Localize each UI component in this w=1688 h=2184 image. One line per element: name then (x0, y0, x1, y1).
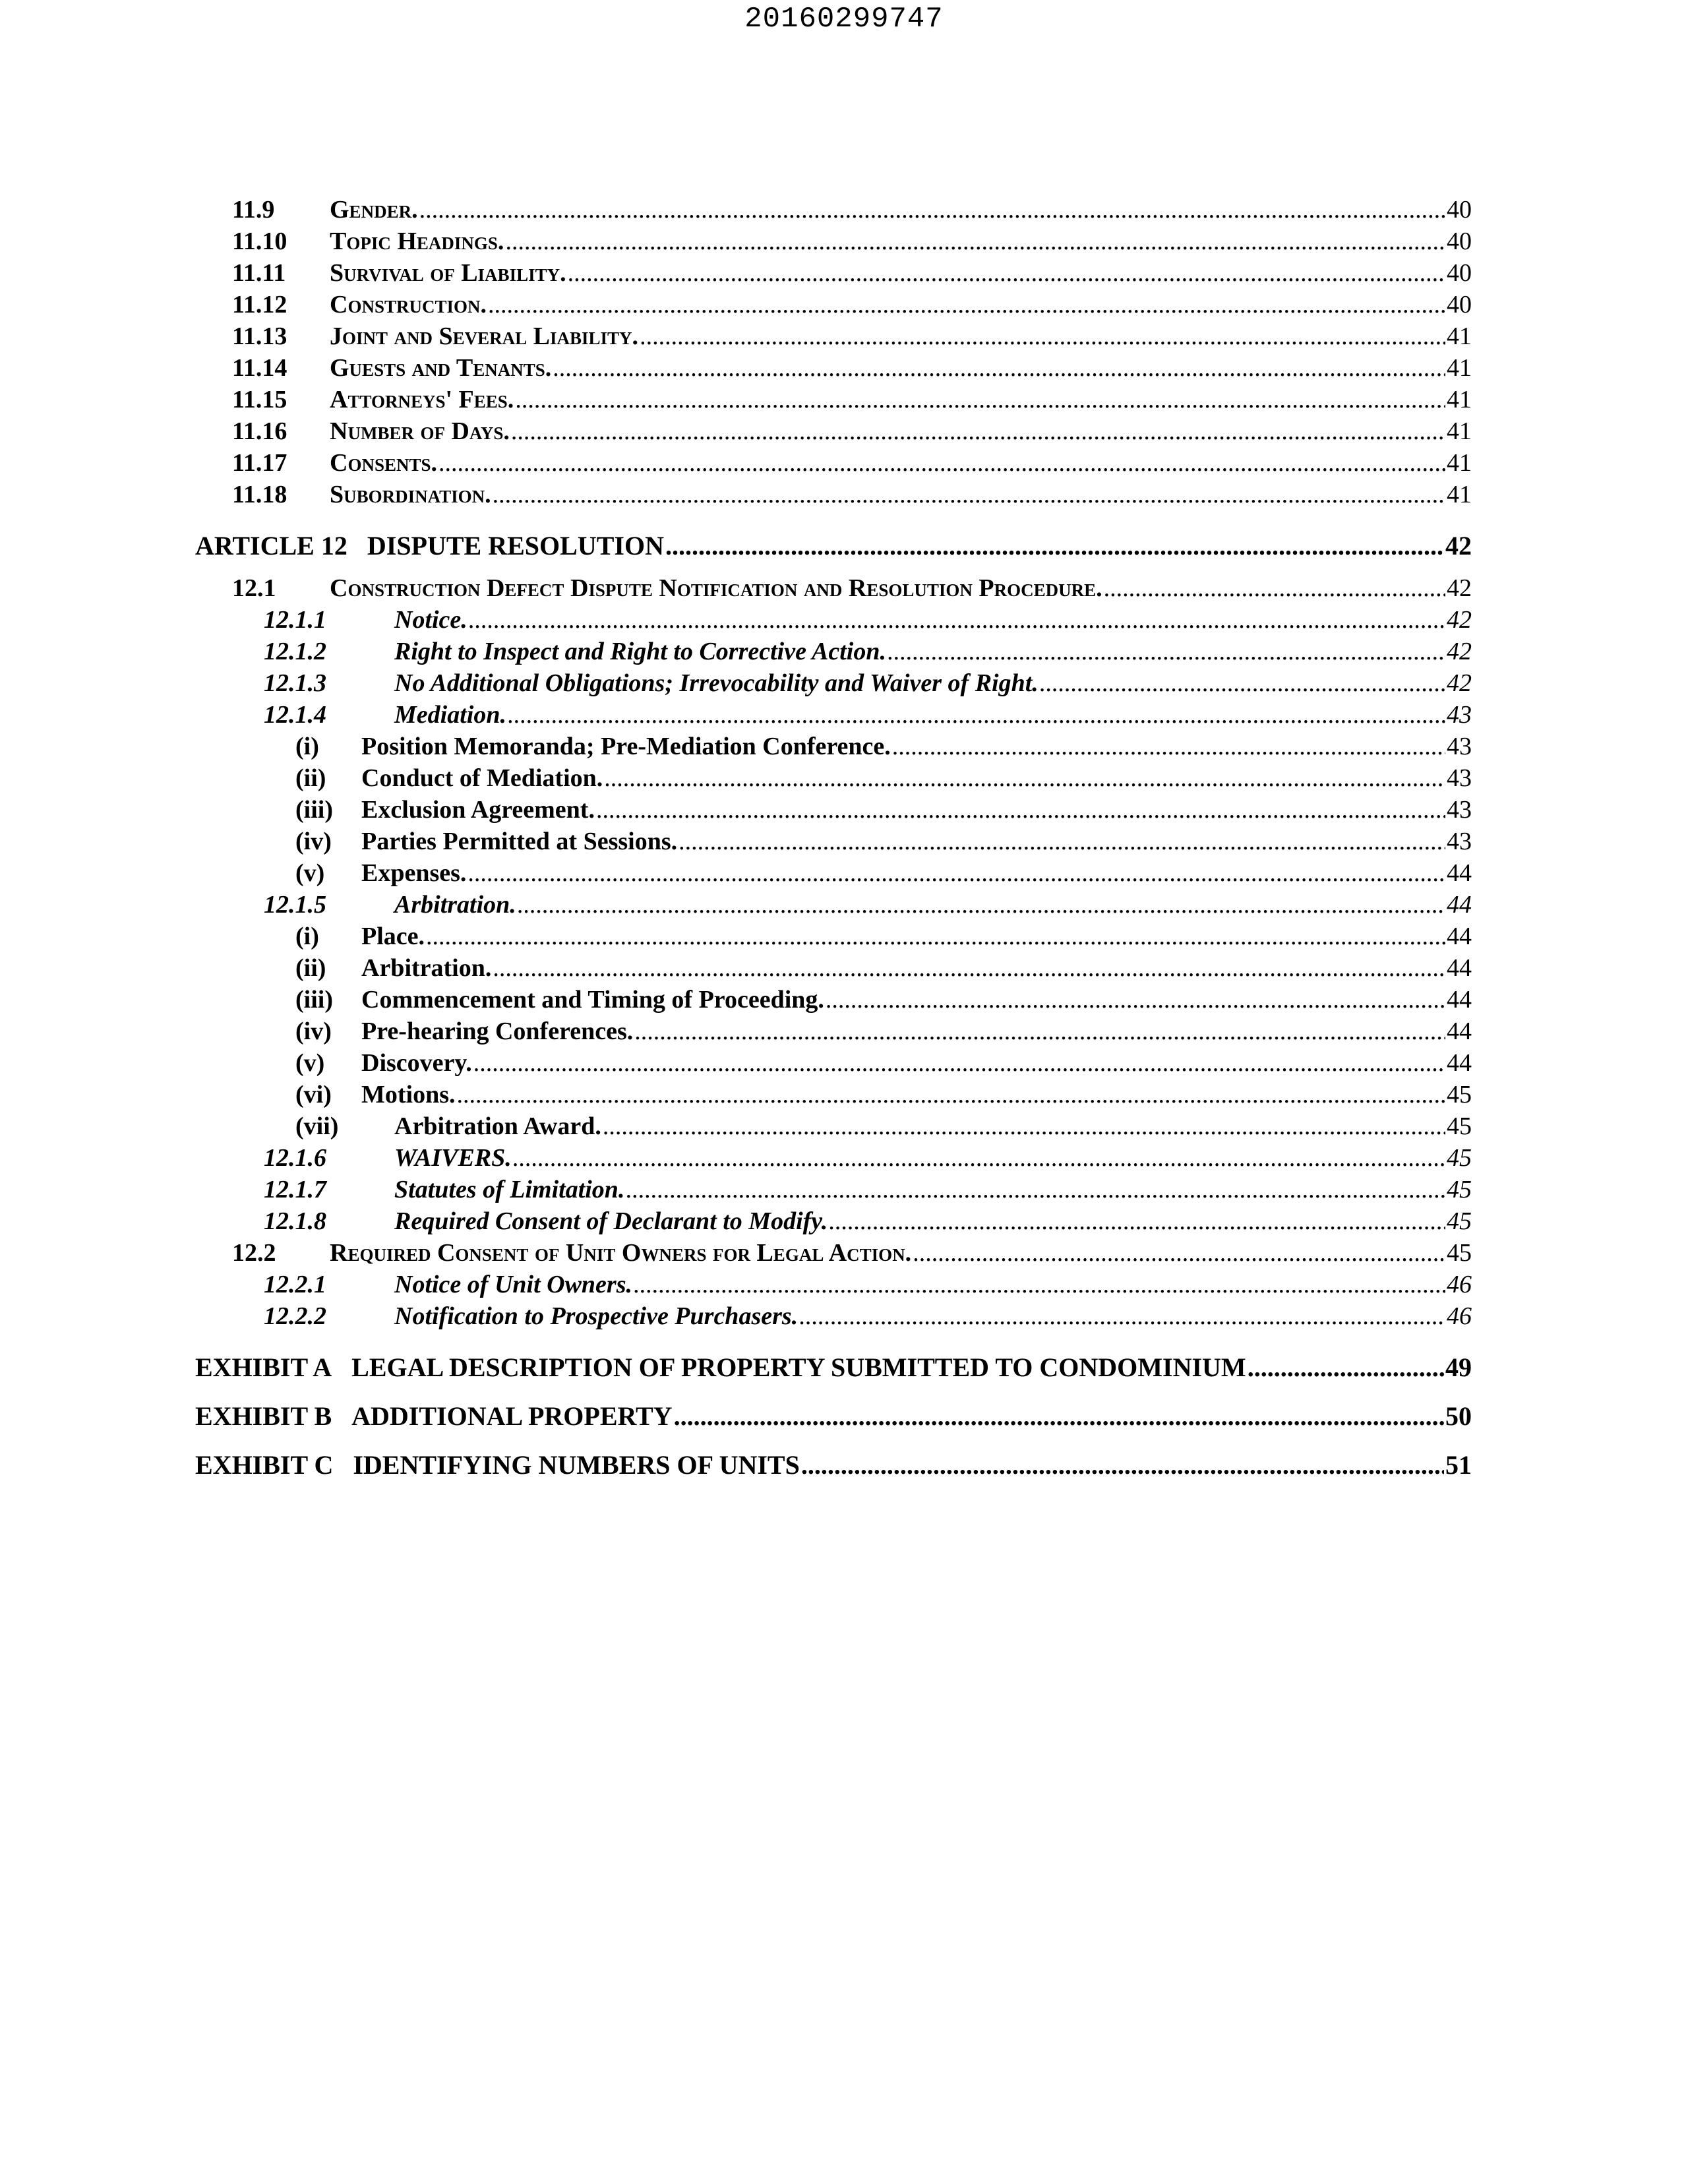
toc-page-number: 44 (1447, 1017, 1472, 1045)
toc-leader (1104, 574, 1445, 603)
toc-entry (195, 448, 1472, 480)
toc-leader (1248, 1352, 1444, 1383)
toc-page-number: 44 (1447, 954, 1472, 982)
toc-entry-number: (vii) (295, 1112, 339, 1140)
toc-entry (195, 922, 1472, 954)
toc-leader (493, 480, 1445, 509)
toc-page-number: 41 (1447, 449, 1472, 477)
toc-entry-title: Pre-hearing Conferences. (361, 1017, 634, 1045)
toc-entry-title: Statutes of Limitation. (394, 1176, 625, 1203)
toc-entry-number: (ii) (295, 764, 326, 792)
toc-page-number: 43 (1447, 796, 1472, 824)
section-11-entries (195, 195, 1472, 512)
toc-entry-title: Consents. (330, 449, 437, 477)
toc-entry-number: 12.1.4 (264, 701, 326, 729)
toc-entry-number: 11.11 (232, 259, 286, 287)
toc-entry-title: Place. (361, 923, 425, 950)
toc-leader (640, 322, 1445, 351)
toc-page-number: 45 (1447, 1112, 1472, 1140)
toc-leader (678, 827, 1445, 856)
toc-entry-title: Arbitration. (394, 891, 516, 919)
toc-leader (518, 890, 1445, 919)
toc-entry-title: Attorneys' Fees. (330, 386, 514, 413)
toc-entry-number: 11.10 (232, 228, 287, 255)
toc-leader (913, 1238, 1445, 1267)
toc-entry (195, 1048, 1472, 1080)
toc-entry-title: Commencement and Timing of Proceeding. (361, 986, 824, 1014)
toc-page-number: 45 (1447, 1144, 1472, 1172)
toc-entry (195, 1112, 1472, 1143)
toc-entry (195, 859, 1472, 890)
toc-page-number: 43 (1447, 733, 1472, 760)
toc-entry-title: Guests and Tenants. (330, 354, 552, 382)
toc-leader (888, 637, 1445, 666)
exhibit-entries (195, 1343, 1472, 1489)
toc-leader (508, 700, 1445, 729)
toc-entry (195, 290, 1472, 322)
toc-leader (799, 1302, 1445, 1331)
article-12-entries (195, 574, 1472, 1333)
toc-leader (469, 605, 1445, 634)
toc-entry-title: Motions. (361, 1081, 456, 1108)
toc-entry-number: 12.1.6 (264, 1144, 326, 1172)
toc-leader (603, 1112, 1445, 1141)
toc-page-number: 42 (1447, 606, 1472, 634)
toc-entry (195, 764, 1472, 795)
toc-entry (195, 322, 1472, 353)
toc-entry-number: 12.2 (232, 1239, 276, 1267)
table-of-contents (195, 195, 1472, 1489)
toc-leader (829, 1207, 1445, 1236)
toc-page-number: 42 (1447, 669, 1472, 697)
toc-leader (438, 448, 1445, 477)
toc-entry (195, 1207, 1472, 1238)
toc-leader (634, 1270, 1445, 1299)
toc-page-number: 43 (1447, 764, 1472, 792)
toc-page-number: 45 (1447, 1239, 1472, 1267)
toc-page-number: 40 (1447, 291, 1472, 318)
toc-leader (665, 530, 1444, 561)
toc-entry (195, 385, 1472, 417)
toc-entry-title: Gender. (330, 196, 418, 224)
toc-page-number: 49 (1445, 1352, 1472, 1382)
toc-page-number: 41 (1447, 386, 1472, 413)
toc-entry-number: (vi) (295, 1081, 332, 1108)
toc-leader (473, 1048, 1445, 1077)
toc-entry-title: Right to Inspect and Right to Corrective Action. (394, 638, 886, 665)
toc-leader (419, 195, 1445, 224)
toc-entry-number: 11.9 (232, 196, 275, 224)
toc-exhibit-heading: EXHIBIT B ADDITIONAL PROPERTY (195, 1401, 673, 1431)
toc-entry-title: Notice of Unit Owners. (394, 1271, 632, 1298)
toc-entry (195, 1302, 1472, 1333)
toc-entry-title: Survival of Liability. (330, 259, 566, 287)
toc-entry-title: Parties Permitted at Sessions. (361, 828, 678, 855)
toc-page-number: 40 (1447, 196, 1472, 224)
toc-page-number: 43 (1447, 828, 1472, 855)
toc-entry-title: Arbitration. (361, 954, 492, 982)
toc-leader (488, 290, 1445, 319)
toc-entry-number: 12.1.5 (264, 891, 326, 919)
toc-page-number: 41 (1447, 354, 1472, 382)
toc-entry-number: 11.17 (232, 449, 287, 477)
toc-leader (596, 795, 1445, 824)
toc-entry-number: (i) (295, 733, 319, 760)
toc-leader (604, 764, 1445, 793)
toc-entry-number: 11.16 (232, 417, 287, 445)
toc-entry-number: 11.14 (232, 354, 287, 382)
toc-entry-title: Required Consent of Declarant to Modify. (394, 1207, 828, 1235)
toc-exhibit-heading: EXHIBIT A LEGAL DESCRIPTION OF PROPERTY SUBMITTED TO CONDOMINIUM (195, 1352, 1246, 1382)
toc-entry-number: 12.2.2 (264, 1302, 326, 1330)
toc-entry-title: WAIVERS. (394, 1144, 512, 1172)
toc-entry (195, 1143, 1472, 1175)
toc-leader (515, 385, 1445, 414)
toc-page-number: 46 (1447, 1271, 1472, 1298)
toc-entry-number: 12.1.1 (264, 606, 326, 634)
toc-entry (195, 954, 1472, 985)
toc-article-heading: ARTICLE 12 DISPUTE RESOLUTION (195, 530, 664, 561)
toc-page-number: 46 (1447, 1302, 1472, 1330)
toc-entry-title: Notice. (394, 606, 467, 634)
toc-entry (195, 1270, 1472, 1302)
toc-entry-number: 12.1.2 (264, 638, 326, 665)
toc-entry-title: Number of Days. (330, 417, 510, 445)
toc-leader (511, 417, 1445, 446)
toc-entry (195, 480, 1472, 512)
toc-entry (195, 227, 1472, 258)
toc-page-number: 50 (1445, 1401, 1472, 1431)
toc-page-number: 41 (1447, 322, 1472, 350)
toc-entry-number: 11.18 (232, 481, 287, 508)
toc-exhibit-entry (195, 1440, 1472, 1489)
toc-entry-number: 11.12 (232, 291, 287, 318)
toc-leader (568, 258, 1445, 288)
toc-entry-number: 12.2.1 (264, 1271, 326, 1298)
toc-entry (195, 195, 1472, 227)
toc-entry (195, 669, 1472, 700)
toc-entry-number: 12.1.7 (264, 1176, 326, 1203)
toc-entry-title: Joint and Several Liability. (330, 322, 639, 350)
toc-entry-title: Discovery. (361, 1049, 472, 1077)
toc-entry-title: No Additional Obligations; Irrevocability and Waiver of Right. (394, 669, 1039, 697)
toc-entry-number: (i) (295, 923, 319, 950)
toc-entry-title: Mediation. (394, 701, 506, 729)
toc-leader (634, 1017, 1445, 1046)
toc-leader (674, 1401, 1444, 1432)
toc-entry-number: 12.1 (232, 574, 276, 602)
toc-entry (195, 637, 1472, 669)
toc-page-number: 42 (1445, 530, 1472, 561)
toc-entry-title: Construction Defect Dispute Notification and Resolution Procedure. (330, 574, 1102, 602)
toc-entry (195, 1080, 1472, 1112)
toc-entry-number: 11.13 (232, 322, 287, 350)
toc-page-number: 42 (1447, 574, 1472, 602)
toc-entry-title: Position Memoranda; Pre-Mediation Conference. (361, 733, 891, 760)
toc-leader (457, 1080, 1446, 1109)
toc-entry (195, 732, 1472, 764)
toc-leader (505, 227, 1445, 256)
toc-entry-number: 12.1.8 (264, 1207, 326, 1235)
toc-entry-number: (v) (295, 1049, 325, 1077)
toc-leader (426, 922, 1445, 951)
toc-entry (195, 827, 1472, 859)
toc-entry-title: Exclusion Agreement. (361, 796, 595, 824)
document-number: 20160299747 (744, 3, 944, 36)
toc-article-12 (195, 521, 1472, 570)
toc-entry (195, 353, 1472, 385)
toc-entry (195, 417, 1472, 448)
toc-entry (195, 1017, 1472, 1048)
toc-page-number: 45 (1447, 1207, 1472, 1235)
toc-page-number: 44 (1447, 859, 1472, 887)
toc-entry-number: 12.1.3 (264, 669, 326, 697)
toc-leader (493, 954, 1445, 983)
toc-page-number: 44 (1447, 1049, 1472, 1077)
toc-entry-title: Topic Headings. (330, 228, 504, 255)
toc-leader (1040, 669, 1445, 698)
toc-entry-number: (iv) (295, 1017, 332, 1045)
toc-entry-title: Notification to Prospective Purchasers. (394, 1302, 799, 1330)
toc-entry-number: (iv) (295, 828, 332, 855)
toc-entry (195, 574, 1472, 605)
toc-leader (892, 732, 1445, 761)
toc-exhibit-entry (195, 1391, 1472, 1440)
toc-entry-number: 11.15 (232, 386, 287, 413)
toc-page-number: 51 (1445, 1449, 1472, 1480)
toc-entry (195, 258, 1472, 290)
toc-entry (195, 1238, 1472, 1270)
toc-entry (195, 795, 1472, 827)
toc-entry-number: (iii) (295, 796, 333, 824)
toc-page-number: 44 (1447, 923, 1472, 950)
toc-entry-number: (iii) (295, 986, 333, 1014)
toc-page-number: 41 (1447, 417, 1472, 445)
toc-entry-title: Subordination. (330, 481, 491, 508)
toc-page-number: 40 (1447, 228, 1472, 255)
toc-exhibit-entry (195, 1343, 1472, 1391)
toc-leader (553, 353, 1445, 382)
toc-entry-title: Required Consent of Unit Owners for Legal Action. (330, 1239, 912, 1267)
toc-entry (195, 985, 1472, 1017)
toc-leader (801, 1449, 1444, 1480)
toc-page-number: 44 (1447, 891, 1472, 919)
toc-exhibit-heading: EXHIBIT C IDENTIFYING NUMBERS OF UNITS (195, 1449, 800, 1480)
toc-page-number: 44 (1447, 986, 1472, 1014)
toc-entry-title: Conduct of Mediation. (361, 764, 603, 792)
toc-entry (195, 890, 1472, 922)
toc-leader (467, 859, 1445, 888)
toc-entry (195, 605, 1472, 637)
toc-page-number: 41 (1447, 481, 1472, 508)
toc-entry (195, 700, 1472, 732)
toc-entry (195, 1175, 1472, 1207)
toc-leader (626, 1175, 1445, 1204)
toc-entry-title: Arbitration Award. (394, 1112, 601, 1140)
toc-entry-number: (ii) (295, 954, 326, 982)
toc-leader (826, 985, 1445, 1014)
toc-leader (513, 1143, 1445, 1172)
toc-entry-title: Construction. (330, 291, 487, 318)
toc-page-number: 40 (1447, 259, 1472, 287)
toc-page-number: 42 (1447, 638, 1472, 665)
toc-page-number: 45 (1447, 1176, 1472, 1203)
toc-page-number: 45 (1447, 1081, 1472, 1108)
toc-entry-number: (v) (295, 859, 325, 887)
toc-page-number: 43 (1447, 701, 1472, 729)
toc-entry-title: Expenses. (361, 859, 467, 887)
